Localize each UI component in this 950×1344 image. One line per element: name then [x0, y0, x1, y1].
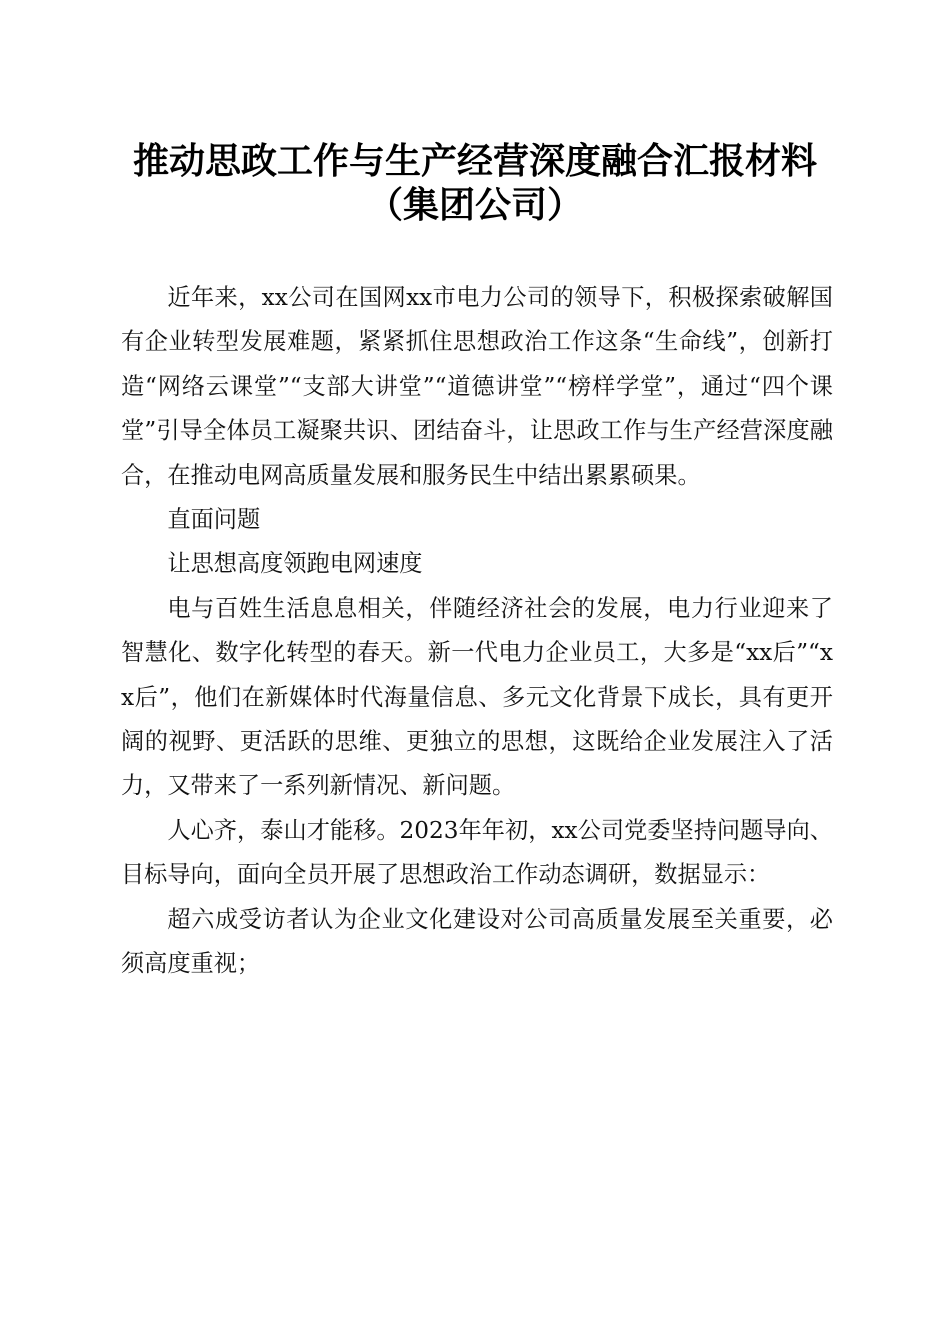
section-subheading: 让思想高度领跑电网速度: [167, 550, 423, 578]
paragraph-intro: 近年来，xx公司在国网xx市电力公司的领导下，积极探索破解国有企业转型发展难题，紧紧抓住思想政治工作这条“生命线”，创新打造“网络云课堂”“支部大讲堂”“道德讲堂”“榜样学堂”，通过“四个课堂”引导全体员工凝聚共识、团结奋斗，让思政工作与生产经营深度融合，在推动电网高质量发展和服务民生中结出累累硕果。: [121, 284, 833, 489]
paragraph-survey: 人心齐，泰山才能移。2023年年初，xx公司党委坚持问题导向、目标导向，面向全员开展了思想政治工作动态调研，数据显示：: [121, 816, 833, 889]
section-heading: 直面问题: [167, 506, 261, 534]
paragraph-background: 电与百姓生活息息相关，伴随经济社会的发展，电力行业迎来了智慧化、数字化转型的春天。新一代电力企业员工，大多是“xx后”“xx后”，他们在新媒体时代海量信息、多元文化背景下成长，具有更开阔的视野、更活跃的思维、更独立的思想，这既给企业发展注入了活力，又带来了一系列新情况、新问题。: [121, 594, 833, 800]
document-title: 推动思政工作与生产经营深度融合汇报材料: [132, 140, 817, 182]
document-subtitle: （集团公司）: [366, 184, 583, 226]
paragraph-finding: 超六成受访者认为企业文化建设对公司高质量发展至关重要，必须高度重视；: [121, 905, 833, 978]
document-body: [121, 276, 833, 987]
